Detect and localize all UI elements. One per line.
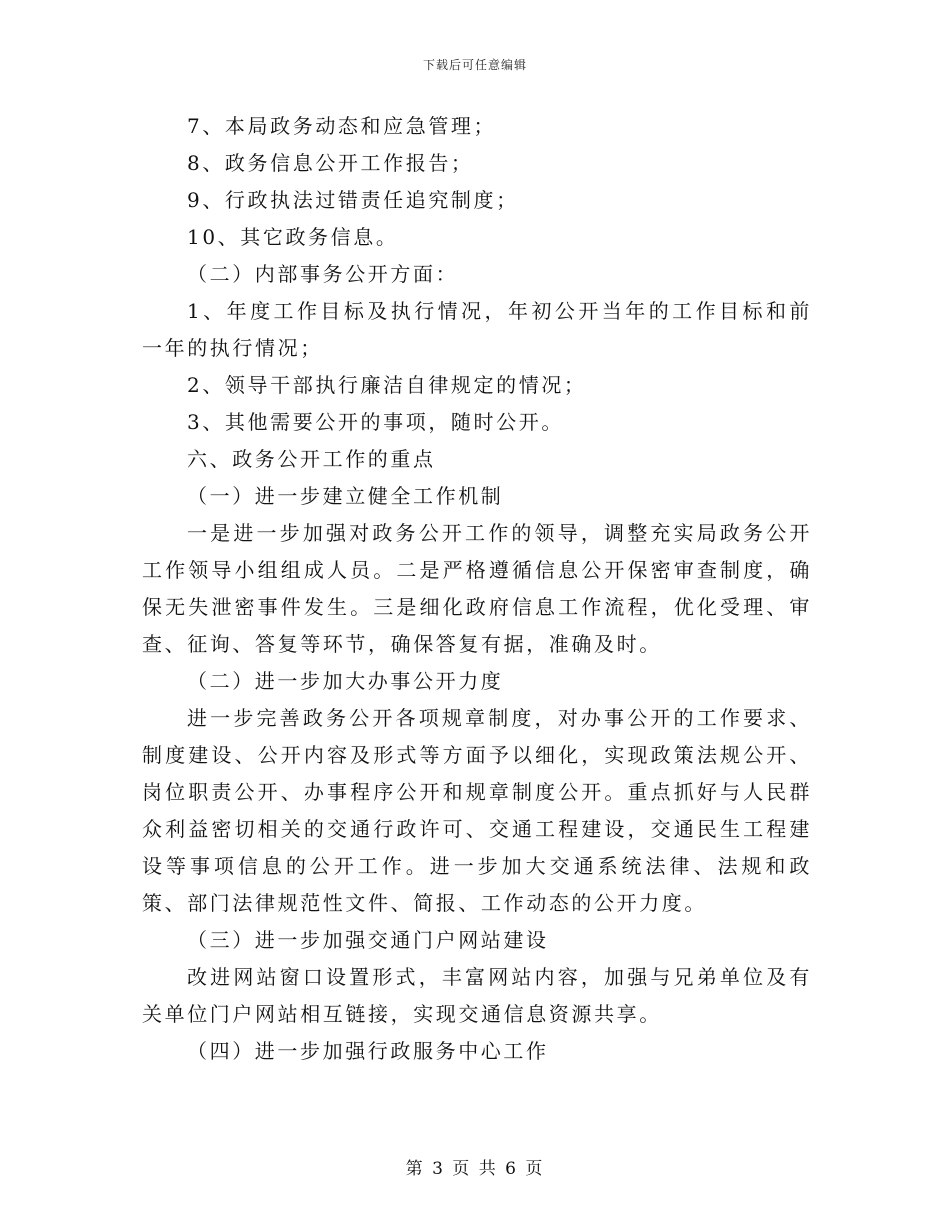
- section-heading-6: 六、政务公开工作的重点: [187, 447, 436, 471]
- list-item-3: 3、其他需要公开的事项，随时公开。: [187, 410, 564, 434]
- list-item-7: 7、本局政务动态和应急管理；: [187, 114, 497, 138]
- subheading-service-center: （四）进一步加强行政服务中心工作: [187, 1039, 549, 1063]
- list-item-8: 8、政务信息公开工作报告；: [187, 151, 474, 175]
- paragraph-affairs-openness: 进一步完善政务公开各项规章制度，对办事公开的工作要求、制度建设、公开内容及形式等方面予以细化，实现政策法规公开、岗位职责公开、办事程序公开和规章制度公开。重点抓好与人民群众利益密切相关的交通行政许可、交通工程建设，交通民生工程建设等事项信息的公开工作。进一步加大交通系统法律、法规和政策、部门法律规范性文件、简报、工作动态的公开力度。: [142, 706, 812, 915]
- subheading-website: （三）进一步加强交通门户网站建设: [187, 928, 549, 952]
- list-item-2: 2、领导干部执行廉洁自律规定的情况；: [187, 373, 587, 397]
- header-note: 下载后可任意编辑: [422, 58, 527, 72]
- list-item-9: 9、行政执法过错责任追究制度；: [187, 188, 519, 212]
- page-number: 第 3 页 共 6 页: [405, 1159, 545, 1179]
- subheading-internal-affairs: （二）内部事务公开方面：: [187, 262, 459, 286]
- subheading-work-mechanism: （一）进一步建立健全工作机制: [187, 484, 504, 508]
- document-body: [142, 108, 812, 1070]
- list-item-1: 1、年度工作目标及执行情况，年初公开当年的工作目标和前一年的执行情况；: [142, 299, 812, 360]
- list-item-10: 10、其它政务信息。: [187, 225, 399, 249]
- paragraph-work-mechanism: 一是进一步加强对政务公开工作的领导，调整充实局政务公开工作领导小组组成人员。二是严格遵循信息公开保密审查制度，确保无失泄密事件发生。三是细化政府信息工作流程，优化受理、审查、征询、答复等环节，确保答复有据，准确及时。: [142, 521, 812, 656]
- paragraph-website: 改进网站窗口设置形式，丰富网站内容，加强与兄弟单位及有关单位门户网站相互链接，实现交通信息资源共享。: [142, 965, 812, 1026]
- subheading-affairs-openness: （二）进一步加大办事公开力度: [187, 669, 504, 693]
